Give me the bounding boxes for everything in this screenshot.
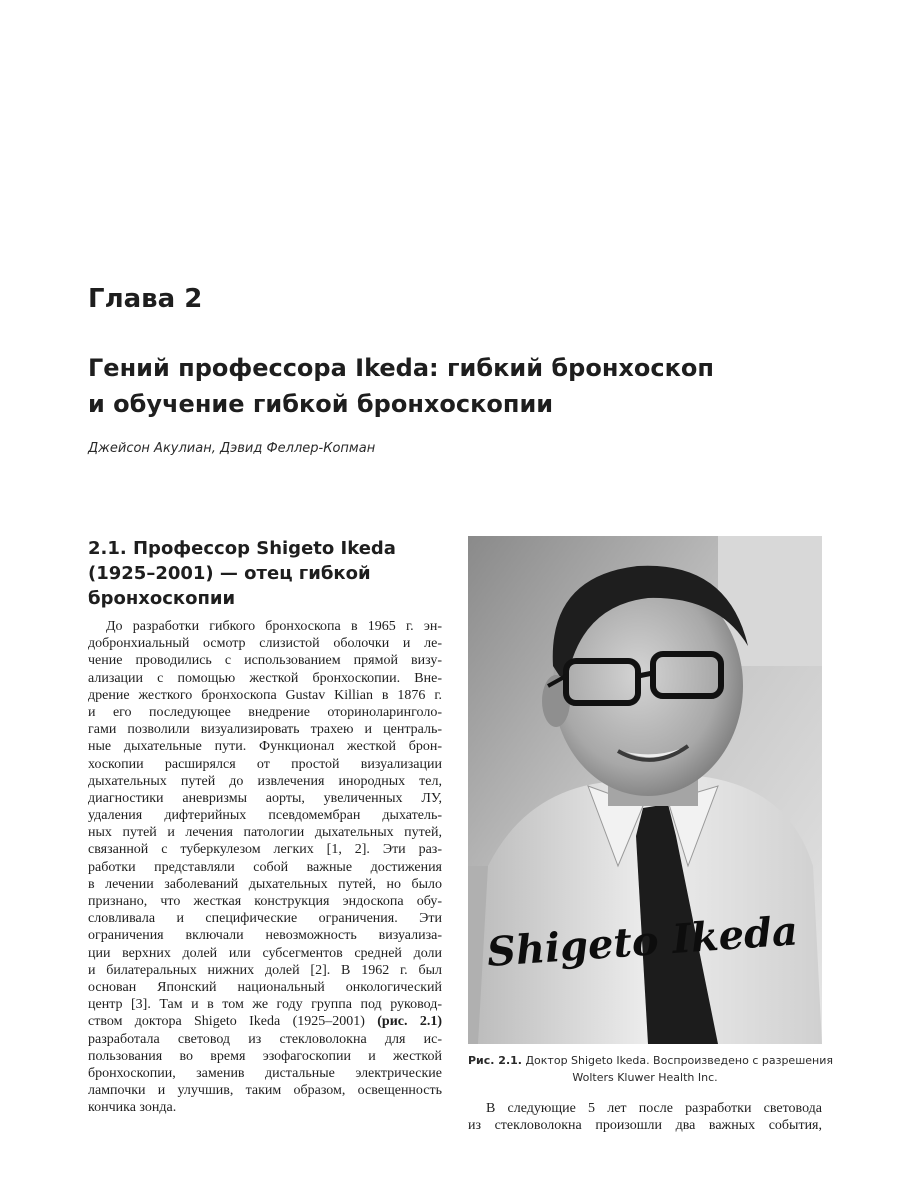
body-text-line: гами позволили визуализировать трахею и централь- (88, 722, 442, 738)
body-text-line: признано, что жесткая конструкция эндоскопа обу- (88, 894, 442, 909)
section-title-line: бронхоскопии (88, 588, 236, 609)
figure-caption (468, 1052, 833, 1086)
body-text-line: и билатеральных нижних долей [2]. В 1962 г. был (88, 962, 442, 978)
body-text-line: дыхательных путей до извлечения инородных тел, (88, 773, 442, 789)
body-text-line: ограничения включали невозможность визуализа- (88, 928, 442, 944)
body-text-line: ции верхних долей или субсегментов средней доли (88, 945, 442, 961)
caption-line: Wolters Kluwer Health Inc. (572, 1071, 718, 1084)
body-text-fragment: ством доктора Shigeto Ikeda (1925–2001) (88, 1014, 378, 1030)
body-text-line: хоскопии расширялся от простой визуализации (88, 756, 442, 772)
body-text-line: словливала и специфические ограничения. Эти (88, 911, 442, 927)
body-text-line: работки представляли собой важные достижения (88, 859, 442, 875)
section-title (88, 536, 448, 611)
body-text-left-column (88, 618, 442, 1116)
body-text-line: пользования во время эзофагоскопии и жесткой (88, 1048, 442, 1064)
body-text-line: В следующие 5 лет после разработки световода (486, 1101, 822, 1116)
figure-reference[interactable]: (рис. 2.1) (377, 1014, 442, 1030)
body-text-line: ные дыхательные пути. Функционал жесткой брон- (88, 739, 442, 755)
body-text-line: из стекловолокна произошли два важных события, (468, 1118, 822, 1134)
body-text-line: диагностики аневризмы аорты, увеличенных ЛУ, (88, 790, 442, 806)
chapter-title-line: и обучение гибкой бронхоскопии (88, 390, 554, 418)
glasses-bridge (638, 673, 653, 676)
body-text-line: чение проводились с использованием прямой визу- (88, 653, 442, 669)
portrait-photo (468, 536, 822, 1044)
chapter-authors: Джейсон Акулиан, Дэвид Феллер-Копман (88, 441, 376, 456)
photo-signature: Shigeto Ikeda (485, 907, 800, 976)
body-text-line: разработала световод из стекловолокна для ис- (88, 1031, 442, 1047)
section-title-line: 2.1. Профессор Shigeto Ikeda (88, 538, 396, 559)
body-text-line: связанной с туберкулезом легких [1, 2]. Эти раз- (88, 842, 442, 858)
body-text-line: и его последующее внедрение оториноларинголо- (88, 704, 442, 720)
body-text-line: бронхоскопии, заменив дистальные электрические (88, 1065, 442, 1081)
chapter-label: Глава 2 (88, 284, 203, 314)
section-title-line: (1925–2001) — отец гибкой (88, 563, 371, 584)
body-text-line: в лечении заболеваний дыхательных путей, но было (88, 876, 442, 892)
body-text-line: удаления дифтерийных псевдомембран дыхатель- (88, 808, 442, 824)
caption-text: Доктор Shigeto Ikeda. Воспроизведено с разрешения (521, 1054, 833, 1067)
chapter-title-line: Гений профессора Ikeda: гибкий бронхоскоп (88, 354, 714, 382)
body-text-line: ных путей и лечения патологии дыхательных путей, (88, 825, 442, 841)
body-text-line: добронхиальный осмотр слизистой оболочки и ле- (88, 636, 442, 652)
body-text-line: центр [3]. Там и в том же году группа под руковод- (88, 997, 442, 1013)
chapter-title (88, 350, 808, 422)
body-text-line: ализации с помощью жесткой бронхоскопии. Вне- (88, 670, 442, 686)
body-text-line: лампочки и улучшив, таким образом, освещенность (88, 1083, 442, 1099)
figure-label: Рис. 2.1. (468, 1054, 522, 1067)
body-text-line-with-figure-ref (88, 1013, 442, 1030)
body-text-right-column (468, 1100, 822, 1134)
body-text-line: дрение жесткого бронхоскопа Gustav Killian в 1876 г. (88, 687, 442, 703)
body-text-line: основан Японский национальный онкологический (88, 979, 442, 995)
body-text-line: кончика зонда. (88, 1100, 177, 1116)
body-text-line: До разработки гибкого бронхоскопа в 1965 г. эн- (106, 619, 442, 634)
caption-line (468, 1054, 833, 1067)
